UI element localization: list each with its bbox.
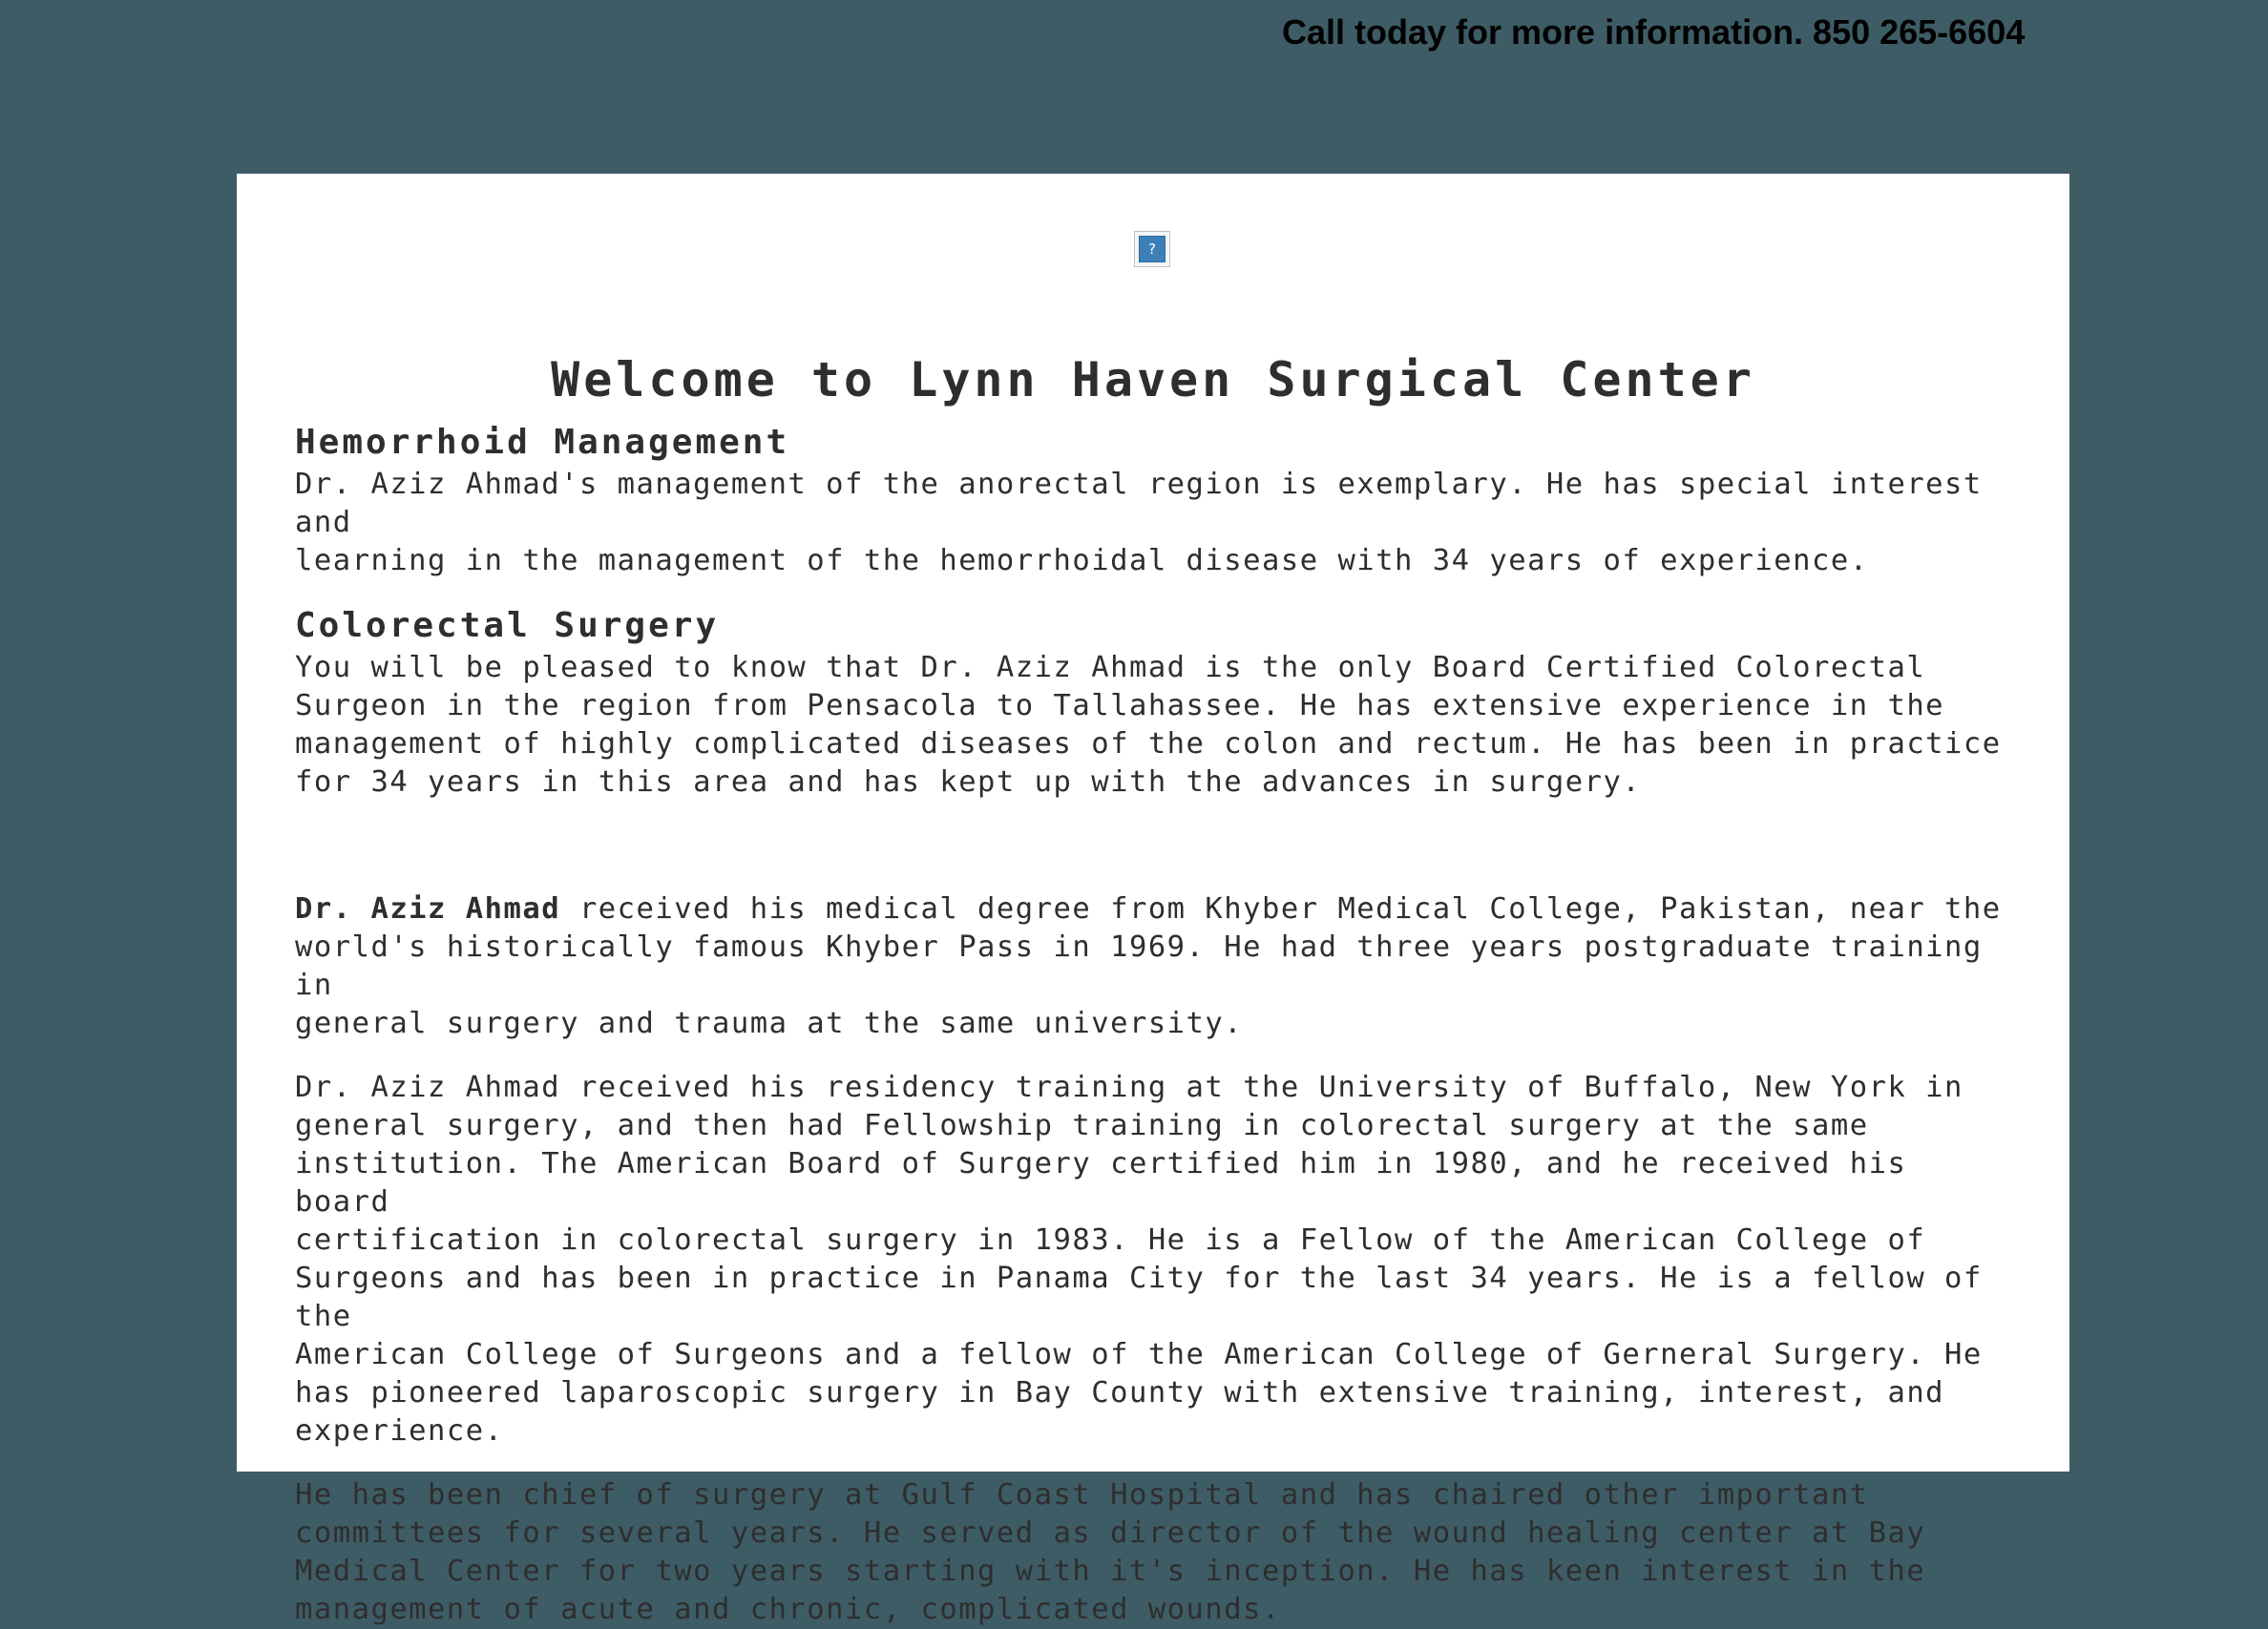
doctor-name: Dr. Aziz Ahmad: [295, 892, 561, 926]
section-heading-colorectal: Colorectal Surgery: [295, 606, 720, 645]
bio-intro-paragraph: [295, 890, 2013, 1043]
bio-leadership-paragraph: He has been chief of surgery at Gulf Coast Hospital and has chaired other important committees for several years. He served as director of the wound healing center at Bay Medical Center for two years starting with it's inception. He has keen interest in the management of acute and chronic, complicated wounds.: [295, 1478, 1926, 1626]
article-body: [295, 420, 2013, 1629]
page-title: Welcome to Lynn Haven Surgical Center: [551, 352, 1755, 407]
site-logo[interactable]: [1134, 231, 1170, 267]
bio-residency-paragraph: Dr. Aziz Ahmad received his residency training at the University of Buffalo, New York in general surgery, and then had Fellowship training in colorectal surgery at the same institution. The American Board of Surgery certified him in 1980, and he received his board certification in colorectal surgery in 1983. He is a Fellow of the American College of Surgeons and has been in practice in Panama City for the last 34 years. He is a fellow of the American College of Surgeons and a fellow of the American College of Gerneral Surgery. He has pioneered laparoscopic surgery in Bay County with extensive training, interest, and experience.: [295, 1071, 1983, 1448]
svg-text:?: ?: [1148, 240, 1156, 258]
content-panel: [237, 174, 2069, 1626]
section-text-hemorrhoid: Dr. Aziz Ahmad's management of the anorectal region is exemplary. He has special interest and learning in the management of the hemorrhoidal disease with 34 years of experience.: [295, 468, 1983, 577]
section-heading-hemorrhoid: Hemorrhoid Management: [295, 423, 790, 462]
broken-image-icon: [1139, 236, 1166, 262]
contact-banner: Call today for more information. 850 265-6604: [1282, 12, 2026, 52]
section-text-colorectal: You will be pleased to know that Dr. Aziz Ahmad is the only Board Certified Colorectal Surgeon in the region from Pensacola to Tallahassee. He has extensive experience in the management of highly complicated diseases of the colon and rectum. He has been in practice for 34 years in this area and has kept up with the advances in surgery.: [295, 651, 2002, 799]
bio-intro-text: received his medical degree from Khyber Medical College, Pakistan, near the world's historically famous Khyber Pass in 1969. He had three years postgraduate training in general surgery and trauma at the same university.: [295, 892, 2002, 1040]
